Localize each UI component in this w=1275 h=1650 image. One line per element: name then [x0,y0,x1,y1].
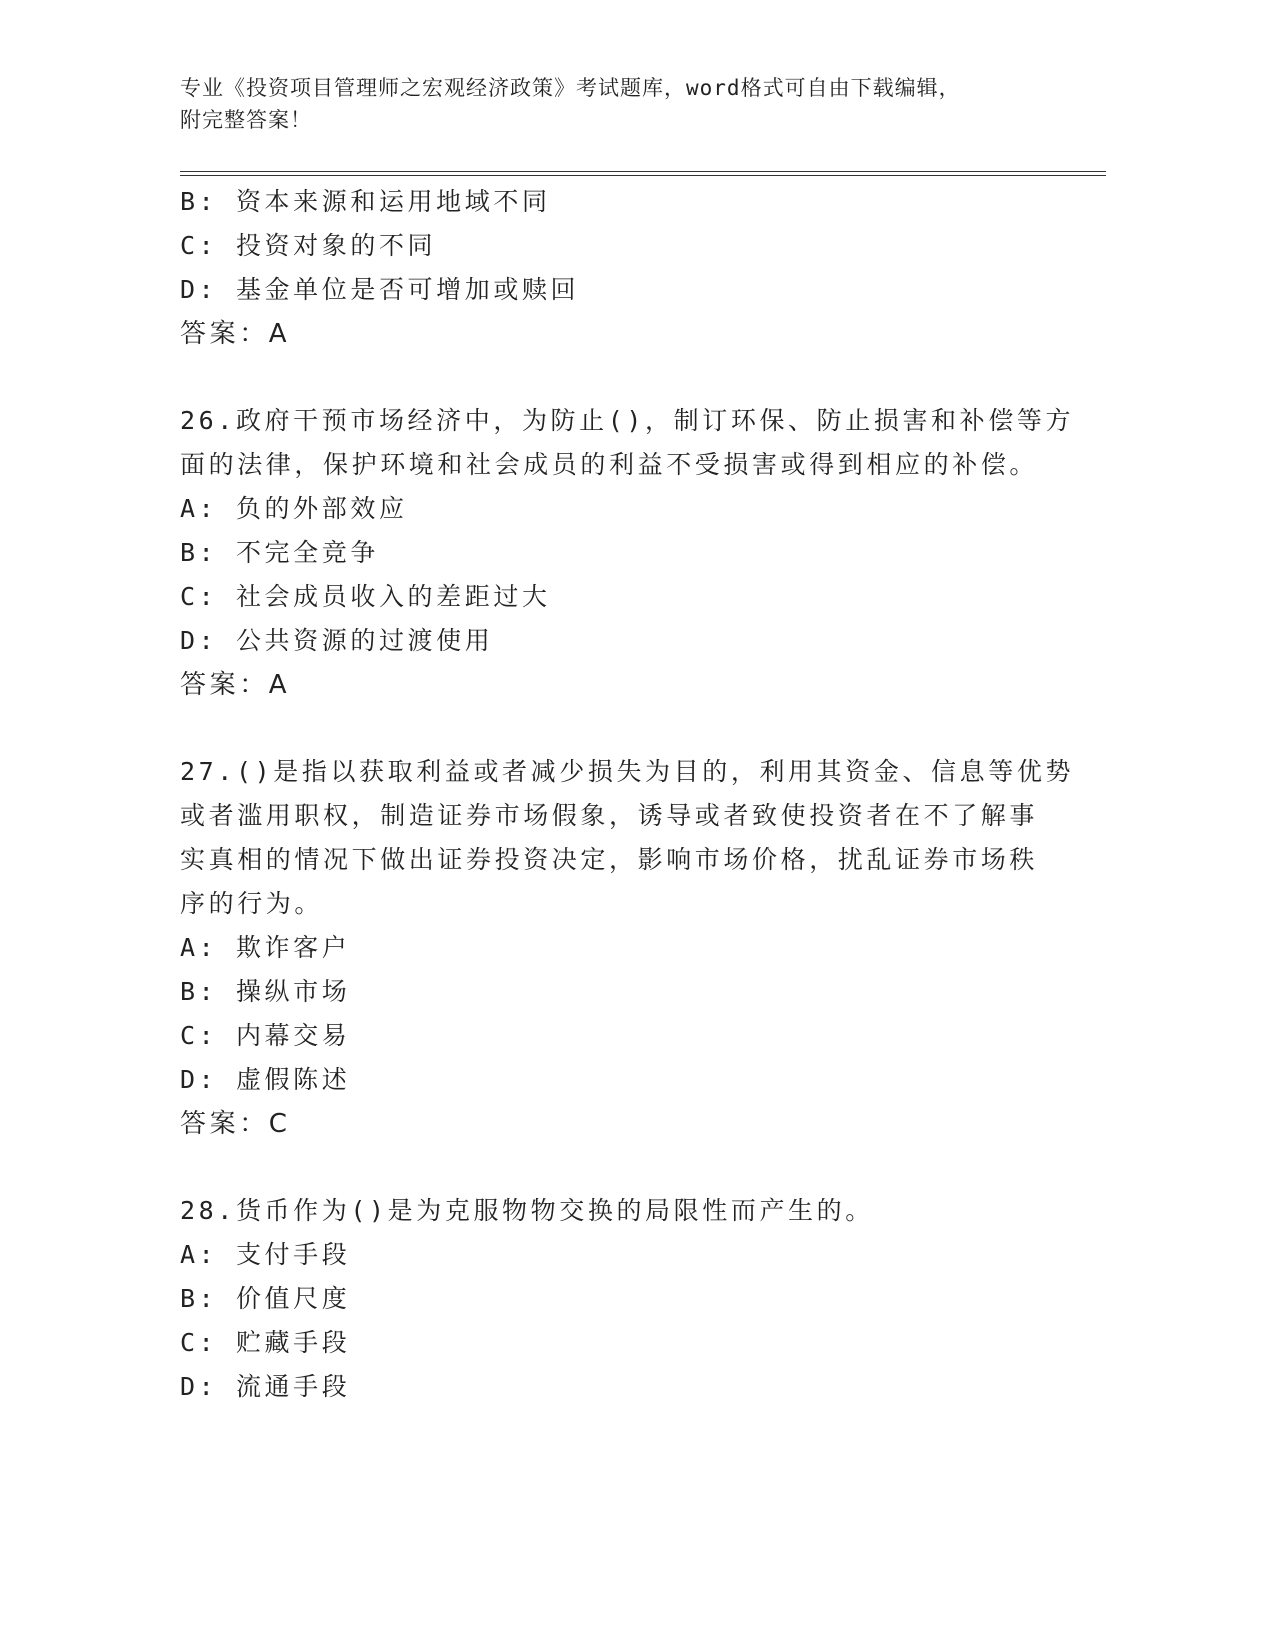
question-25-tail [180,180,1080,356]
spacer [180,356,1080,399]
question-stem-line: 28.货币作为()是为克服物物交换的局限性而产生的。 [180,1196,874,1225]
option-b: B: 价值尺度 [180,1284,351,1313]
answer: 答案：A [180,319,291,349]
header-divider [180,171,1106,176]
option-b: B: 资本来源和运用地域不同 [180,187,551,216]
option-a: A: 负的外部效应 [180,494,408,523]
page-header [180,72,1060,136]
question-stem-line: 26.政府干预市场经济中，为防止()，制订环保、防止损害和补偿等方 [180,406,1075,435]
option-d: D: 虚假陈述 [180,1065,351,1094]
answer: 答案：C [180,1109,291,1139]
option-a: A: 支付手段 [180,1240,351,1269]
option-c: C: 社会成员收入的差距过大 [180,582,551,611]
option-d: D: 流通手段 [180,1372,351,1401]
option-c: C: 投资对象的不同 [180,231,437,260]
question-27 [180,750,1080,1146]
question-stem-line: 或者滥用职权，制造证券市场假象，诱导或者致使投资者在不了解事 [180,801,1039,830]
option-d: D: 公共资源的过渡使用 [180,626,494,655]
question-stem-line: 27.()是指以获取利益或者减少损失为目的，利用其资金、信息等优势 [180,757,1075,786]
option-c: C: 贮藏手段 [180,1328,351,1357]
question-stem-line: 面的法律，保护环境和社会成员的利益不受损害或得到相应的补偿。 [180,450,1039,479]
option-b: B: 操纵市场 [180,977,351,1006]
option-c: C: 内幕交易 [180,1021,351,1050]
option-d: D: 基金单位是否可增加或赎回 [180,275,580,304]
option-a: A: 欺诈客户 [180,933,351,962]
spacer [180,1146,1080,1189]
spacer [180,707,1080,750]
question-stem-line: 实真相的情况下做出证券投资决定，影响市场价格，扰乱证券市场秩 [180,845,1039,874]
option-b: B: 不完全竞争 [180,538,379,567]
question-28 [180,1189,1080,1409]
document-body [180,180,1080,1409]
answer: 答案：A [180,670,291,700]
question-stem-line: 序的行为。 [180,889,324,918]
question-26 [180,399,1080,707]
header-line-2: 附完整答案！ [180,108,312,132]
header-line-1: 专业《投资项目管理师之宏观经济政策》考试题库，word格式可自由下载编辑， [180,76,961,100]
